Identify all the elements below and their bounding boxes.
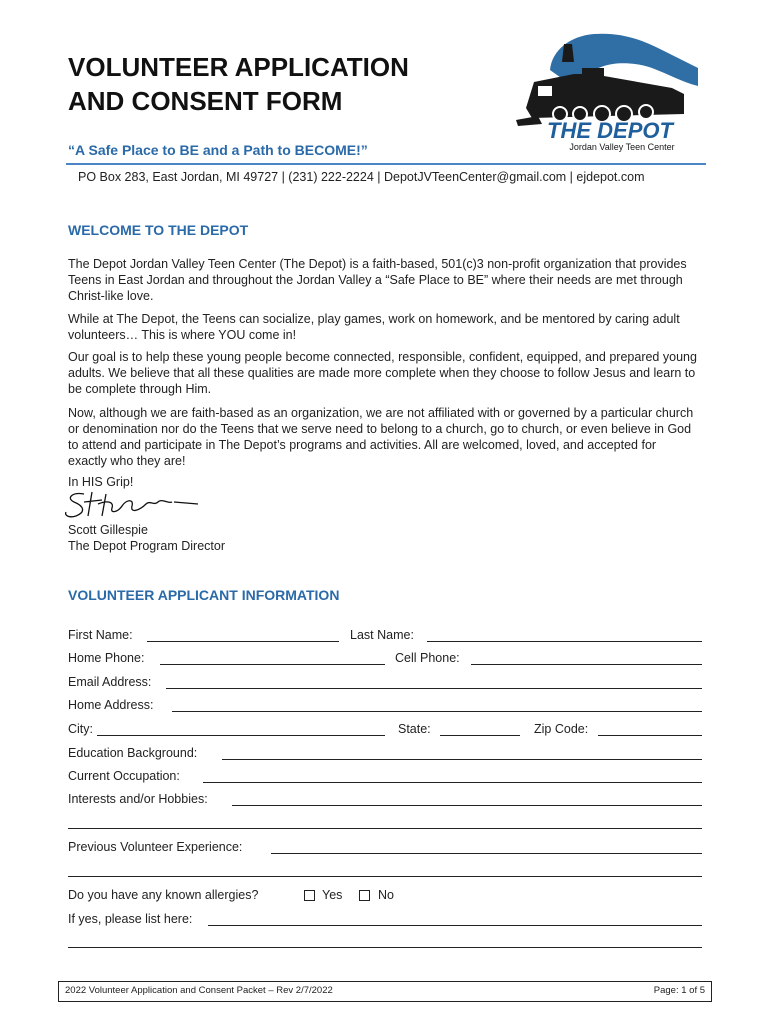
title-line-1: VOLUNTEER APPLICATION [68,52,409,82]
first-name-label: First Name: [68,628,133,642]
cell-phone-label: Cell Phone: [395,651,460,665]
email-field[interactable] [166,688,702,689]
first-name-field[interactable] [147,641,339,642]
welcome-paragraph-1: The Depot Jordan Valley Teen Center (The Depot) is a faith-based, 501(c)3 non-profit organization that provides Teens in East Jordan and throughout the Jordan Valley a “Safe Place to BE” where their needs are met through Christ-like love. [68,257,687,303]
the-depot-logo [512,28,700,153]
allergies-list-field-line-2[interactable] [68,947,702,948]
welcome-paragraph-3: Our goal is to help these young people become connected, responsible, confident, equipped, and prepared young adults. We believe that all these qualities are made more complete when they choose to follow Jesus and learn to be complete through Him. [68,350,697,396]
previous-experience-field-line-2[interactable] [68,876,702,877]
applicant-heading: VOLUNTEER APPLICANT INFORMATION [68,587,340,603]
city-label: City: [68,722,93,736]
allergies-yes-checkbox[interactable] [304,890,315,901]
allergies-no-label: No [378,888,394,902]
interests-field[interactable] [232,805,702,806]
occupation-field[interactable] [203,782,702,783]
home-address-label: Home Address: [68,698,154,712]
education-label: Education Background: [68,746,198,760]
city-field[interactable] [97,735,385,736]
zip-label: Zip Code: [534,722,589,736]
education-field[interactable] [222,759,702,760]
allergies-list-field[interactable] [208,925,702,926]
welcome-paragraph-4: Now, although we are faith-based as an organization, we are not affiliated with or governed by a particular church or denomination nor do the Teens that we serve need to belong to a church, go to church, or even believe in God to attend and participate in The Depot’s programs and activities. All are welcomed, loved, and accepted for exactly who they are! [68,406,694,468]
title-line-2: AND CONSENT FORM [68,86,343,116]
home-address-field[interactable] [172,711,702,712]
page-title [68,50,409,118]
welcome-paragraph-2: While at The Depot, the Teens can socialize, play games, work on homework, and be mentored by caring adult volunteers… This is where YOU come in! [68,312,680,342]
tagline: “A Safe Place to BE and a Path to BECOME!” [68,142,368,158]
logo-name: THE DEPOT [547,118,673,143]
allergies-list-label: If yes, please list here: [68,912,193,926]
closing-line: In HIS Grip! [68,475,134,489]
welcome-heading: WELCOME TO THE DEPOT [68,222,249,238]
allergies-yes-label: Yes [322,888,343,902]
contact-info: PO Box 283, East Jordan, MI 49727 | (231) 222-2224 | DepotJVTeenCenter@gmail.com | ejdepot.com [78,170,645,184]
footer-revision: 2022 Volunteer Application and Consent Packet – Rev 2/7/2022 [65,985,333,996]
signer-title: The Depot Program Director [68,539,226,553]
cell-phone-field[interactable] [471,664,702,665]
allergies-no-checkbox[interactable] [359,890,370,901]
interests-label: Interests and/or Hobbies: [68,792,208,806]
logo-subtitle: Jordan Valley Teen Center [569,142,675,152]
previous-experience-field[interactable] [271,853,702,854]
page-footer [58,981,712,1002]
signature-image [62,488,202,522]
allergies-question: Do you have any known allergies? [68,888,259,902]
state-field[interactable] [440,735,520,736]
home-phone-field[interactable] [160,664,385,665]
last-name-field[interactable] [427,641,702,642]
occupation-label: Current Occupation: [68,769,180,783]
header-divider [66,163,706,165]
email-label: Email Address: [68,675,152,689]
last-name-label: Last Name: [350,628,414,642]
footer-page-number: Page: 1 of 5 [653,985,705,996]
home-phone-label: Home Phone: [68,651,145,665]
previous-experience-label: Previous Volunteer Experience: [68,840,243,854]
state-label: State: [398,722,431,736]
zip-field[interactable] [598,735,702,736]
signer-name: Scott Gillespie [68,523,148,537]
interests-field-line-2[interactable] [68,828,702,829]
